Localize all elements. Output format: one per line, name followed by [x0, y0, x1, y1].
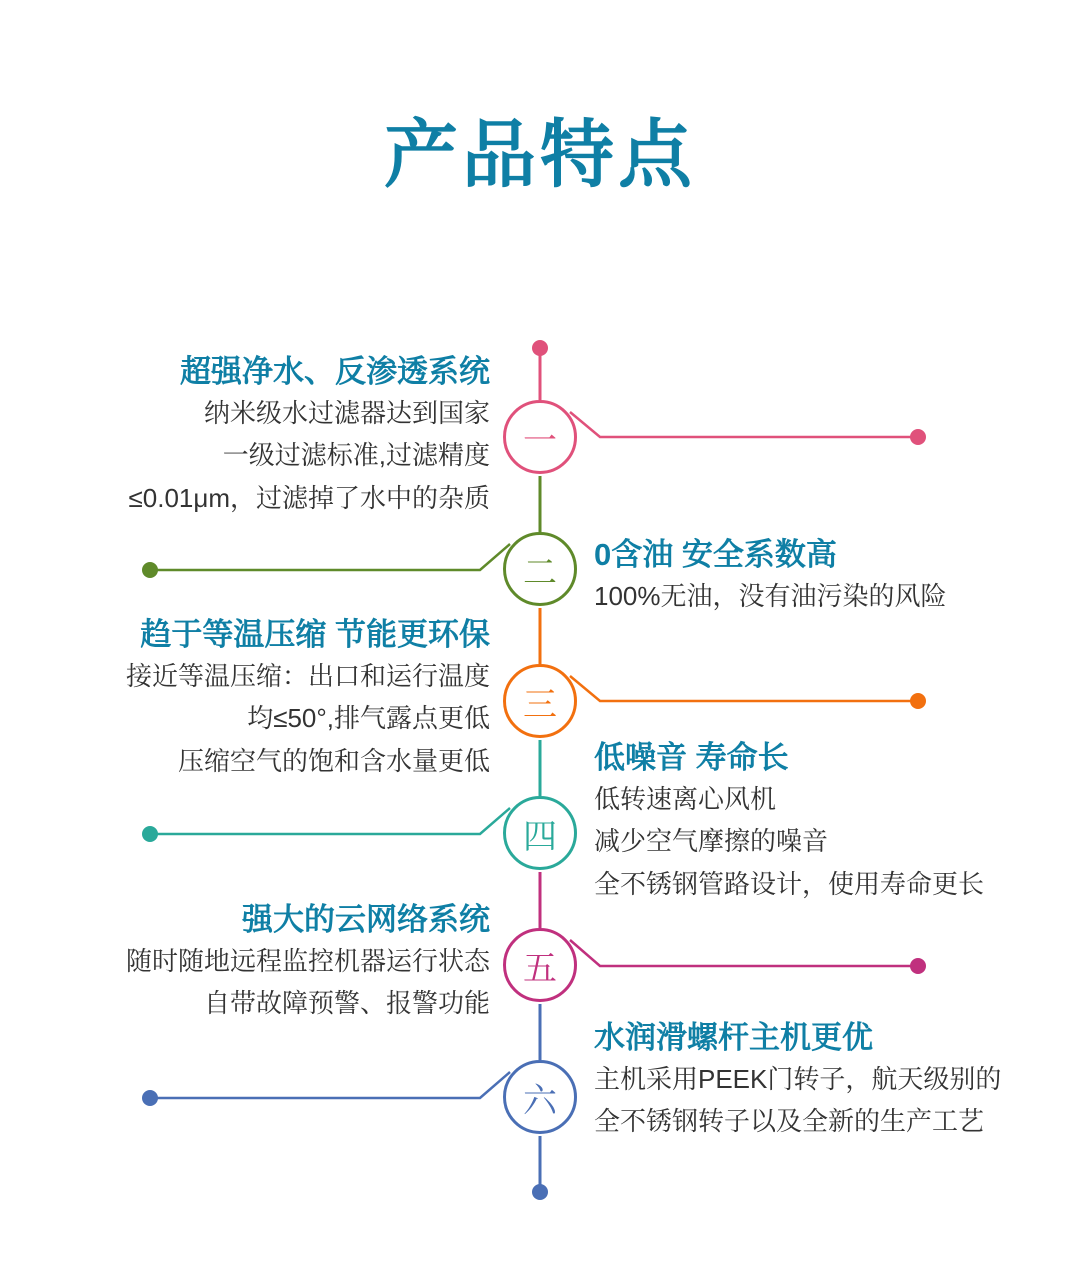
- feature-item-5-line-2: 自带故障预警、报警功能: [203, 988, 490, 1019]
- timeline-node-3[interactable]: [503, 664, 577, 738]
- feature-item-6-heading: 水润滑螺杆主机更优: [594, 1020, 873, 1055]
- feature-item-2: [594, 535, 1054, 617]
- feature-item-1-heading: 超强净水、反渗透系统: [180, 354, 490, 389]
- timeline-node-5[interactable]: [503, 928, 577, 1002]
- feature-item-4-line-1: 低转速离心风机: [594, 784, 777, 815]
- feature-item-2-heading: 0含油 安全系数高: [594, 537, 837, 572]
- timeline-node-2[interactable]: [503, 532, 577, 606]
- feature-item-5-line-1: 随时随地远程监控机器运行状态: [125, 946, 490, 977]
- feature-item-1-line-1: 纳米级水过滤器达到国家: [203, 398, 490, 429]
- timeline-node-5-numeral: 五: [523, 949, 557, 988]
- feature-item-5: [20, 900, 490, 1025]
- timeline-node-6[interactable]: [503, 1060, 577, 1134]
- feature-item-1-line-3: ≤0.01μm，过滤掉了水中的杂质: [128, 482, 490, 513]
- page-title: 产品特点: [384, 113, 696, 196]
- timeline-node-4-numeral: 四: [523, 817, 557, 856]
- feature-item-1: [40, 352, 490, 519]
- feature-item-3-line-2: 均≤50°,排气露点更低: [247, 703, 490, 734]
- feature-item-3-heading: 趋于等温压缩 节能更环保: [140, 617, 490, 652]
- feature-item-6-line-1: 主机采用PEEK门转子，航天级别的: [594, 1064, 1002, 1095]
- timeline-node-1[interactable]: [503, 400, 577, 474]
- feature-item-6: [594, 1018, 1064, 1143]
- feature-item-3: [20, 615, 490, 782]
- feature-item-1-line-2: 一级过滤标准,过滤精度: [222, 440, 490, 471]
- feature-item-4-line-3: 全不锈钢管路设计，使用寿命更长: [594, 868, 985, 899]
- feature-item-2-line-1: 100%无油，没有油污染的风险: [594, 581, 947, 612]
- timeline-node-2-numeral: 二: [523, 553, 557, 592]
- feature-item-5-heading: 强大的云网络系统: [242, 902, 490, 937]
- timeline-node-6-numeral: 六: [523, 1081, 557, 1120]
- timeline-node-3-numeral: 三: [523, 685, 557, 724]
- feature-item-3-line-3: 压缩空气的饱和含水量更低: [177, 745, 490, 776]
- feature-item-4: [594, 738, 1064, 905]
- timeline-node-4[interactable]: [503, 796, 577, 870]
- feature-item-3-line-1: 接近等温压缩：出口和运行温度: [125, 661, 490, 692]
- feature-item-4-line-2: 减少空气摩擦的噪音: [594, 826, 829, 857]
- feature-item-4-heading: 低噪音 寿命长: [594, 740, 789, 775]
- timeline-node-1-numeral: 一: [523, 421, 557, 460]
- feature-item-6-line-2: 全不锈钢转子以及全新的生产工艺: [594, 1106, 985, 1137]
